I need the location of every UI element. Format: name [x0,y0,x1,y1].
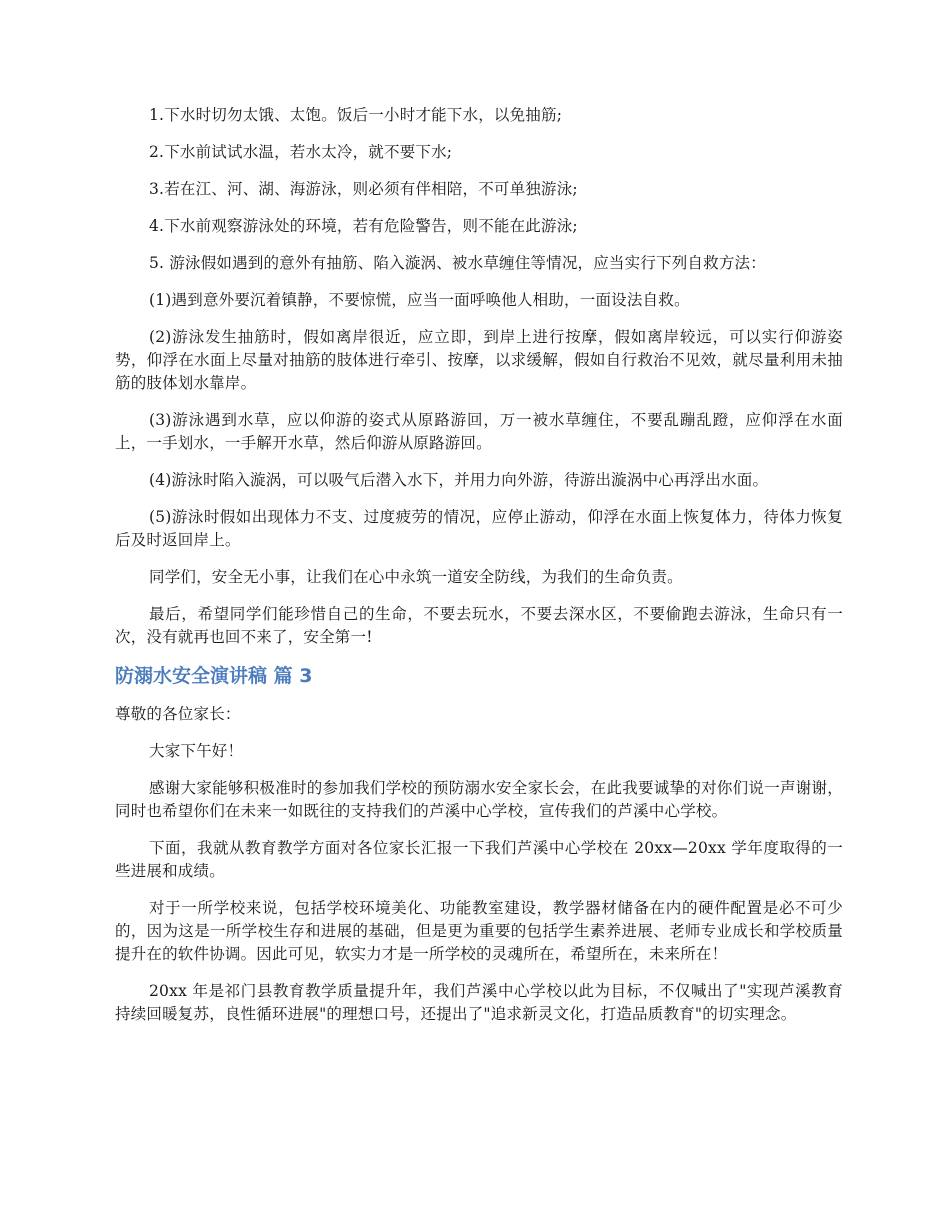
paragraph-rule-4: 4.下水前观察游泳处的环境，若有危险警告，则不能在此游泳; [149,217,578,235]
greeting: 大家下午好！ [149,742,244,760]
paragraph-rule-2: 2.下水前试试水温，若水太冷，就不要下水; [149,143,453,161]
salutation: 尊敬的各位家长： [115,705,241,723]
paragraph-safety-appeal: 同学们，安全无小事，让我们在心中永筑一道安全防线，为我们的生命负责。 [149,568,683,586]
document-page [115,104,843,1026]
paragraph-report-intro: 下面，我就从教育教学方面对各位家长汇报一下我们芦溪中心学校在 20xx—20xx 学年度取得的一些进展和成绩。 [115,839,843,880]
paragraph-self-rescue-5: (5)游泳时假如出现体力不支、过度疲劳的情况，应停止游动，仰浮在水面上恢复体力，待体力恢复后及时返回岸上。 [115,508,843,549]
paragraph-rule-5: 5. 游泳假如遇到的意外有抽筋、陷入漩涡、被水草缠住等情况，应当实行下列自救方法： [149,254,766,272]
paragraph-self-rescue-2: (2)游泳发生抽筋时，假如离岸很近，应立即，到岸上进行按摩，假如离岸较远，可以实行仰游姿势，仰浮在水面上尽量对抽筋的肢体进行牵引、按摩，以求缓解，假如自行救治不见效，就尽量利用未抽筋的肢体划水靠岸。 [115,328,843,392]
paragraph-rule-3: 3.若在江、河、湖、海游泳，则必须有伴相陪，不可单独游泳; [149,180,578,198]
paragraph-rule-1: 1.下水时切勿太饿、太饱。饭后一小时才能下水，以免抽筋; [149,106,563,124]
paragraph-quality-year: 20xx 年是祁门县教育教学质量提升年，我们芦溪中心学校以此为目标，不仅喊出了"实现芦溪教育持续回暖复苏，良性循环进展"的理想口号，还提出了"追求新灵文化，打造品质教育"的切实理念。 [115,982,843,1023]
paragraph-self-rescue-3: (3)游泳遇到水草，应以仰游的姿式从原路游回，万一被水草缠住，不要乱蹦乱蹬，应仰浮在水面上，一手划水，一手解开水草，然后仰游从原路游回。 [115,411,843,452]
paragraph-self-rescue-4: (4)游泳时陷入漩涡，可以吸气后潜入水下，并用力向外游，待游出漩涡中心再浮出水面。 [149,471,769,489]
paragraph-thanks: 感谢大家能够积极准时的参加我们学校的预防溺水安全家长会，在此我要诚挚的对你们说一声谢谢，同时也希望你们在未来一如既往的支持我们的芦溪中心学校，宣传我们的芦溪中心学校。 [115,779,843,820]
paragraph-self-rescue-1: (1)遇到意外要沉着镇静，不要惊慌，应当一面呼唤他人相助，一面设法自救。 [149,291,690,309]
section-heading: 防溺水安全演讲稿 篇 3 [115,665,313,687]
paragraph-closing: 最后，希望同学们能珍惜自己的生命，不要去玩水，不要去深水区，不要偷跑去游泳，生命只有一次，没有就再也回不来了，安全第一! [115,605,843,646]
paragraph-soft-power: 对于一所学校来说，包括学校环境美化、功能教室建设，教学器材储备在内的硬件配置是必不可少的，因为这是一所学校生存和进展的基础，但是更为重要的包括学生素养进展、老师专业成长和学校质量提升在的软件协调。因此可见，软实力才是一所学校的灵魂所在，希望所在，未来所在！ [115,899,843,963]
